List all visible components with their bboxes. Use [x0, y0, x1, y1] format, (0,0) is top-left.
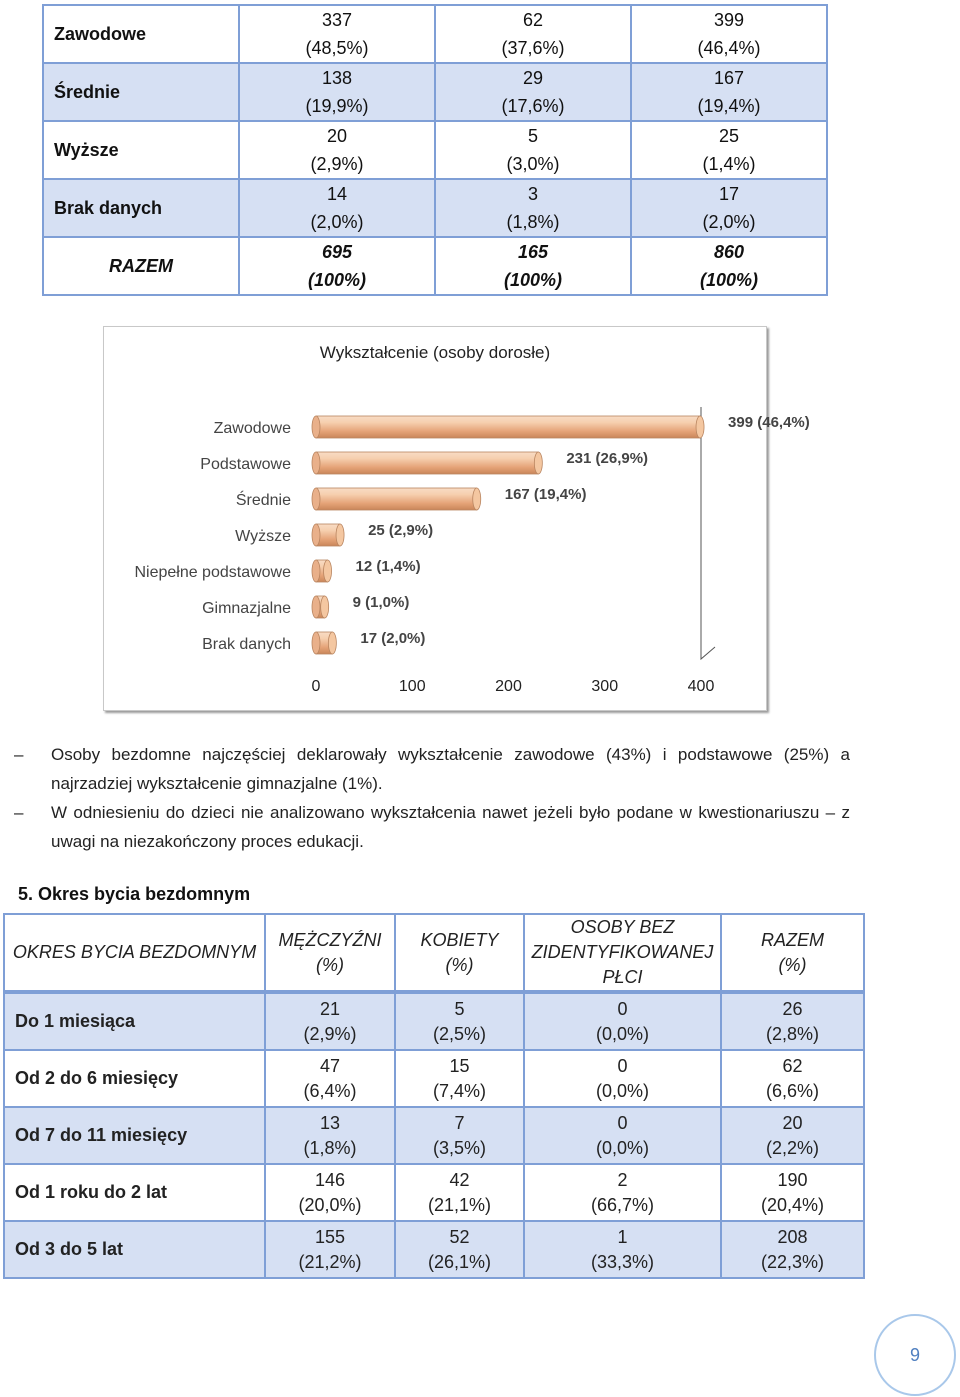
- bullet-marker: –: [14, 803, 24, 822]
- column-header: OSOBY BEZ ZIDENTYFIKOWANEJ PŁCI: [524, 914, 721, 992]
- table-cell: 14 (2,0%): [239, 179, 435, 237]
- x-tick-label: 100: [398, 678, 426, 695]
- table-cell: 3 (1,8%): [435, 179, 631, 237]
- list-item: – W odniesieniu do dzieci nie analizowano wykształcenia nawet jeżeli było podane w kwestionariuszu – z uwagi na niezakończony proces edukacji.: [14, 798, 850, 856]
- table-row: [43, 179, 827, 237]
- education-table: [42, 4, 828, 296]
- row-label: Od 3 do 5 lat: [4, 1221, 265, 1278]
- row-label: Średnie: [43, 63, 239, 121]
- row-label: Zawodowe: [43, 5, 239, 63]
- x-tick-label: 400: [687, 678, 715, 695]
- column-header: OKRES BYCIA BEZDOMNYM: [4, 914, 265, 992]
- row-label: Od 1 roku do 2 lat: [4, 1164, 265, 1221]
- row-label: Do 1 miesiąca: [4, 992, 265, 1050]
- bar: [316, 488, 477, 510]
- table-cell: 17 (2,0%): [631, 179, 827, 237]
- table-row: [4, 992, 864, 1050]
- table-cell: 42 (21,1%): [395, 1164, 524, 1221]
- table-row: [43, 5, 827, 63]
- education-chart: [103, 326, 810, 711]
- table-cell: 399 (46,4%): [631, 5, 827, 63]
- table-cell: 5 (3,0%): [435, 121, 631, 179]
- list-item: – Osoby bezdomne najczęściej deklarowały wykształcenie zawodowe (43%) i podstawowe (25%) a najrzadziej wykształcenie gimnazjalne (1%).: [14, 740, 850, 798]
- table-cell: 20 (2,2%): [721, 1107, 864, 1164]
- bar-base: [312, 524, 320, 546]
- table-row: [4, 1221, 864, 1278]
- table-cell: 190 (20,4%): [721, 1164, 864, 1221]
- table-cell: 25 (1,4%): [631, 121, 827, 179]
- table-cell: 13 (1,8%): [265, 1107, 395, 1164]
- table-cell: 860 (100%): [631, 237, 827, 295]
- table-cell: 20 (2,9%): [239, 121, 435, 179]
- column-header: MĘŻCZYŹNI (%): [265, 914, 395, 992]
- table-row: [43, 121, 827, 179]
- table-cell: 5 (2,5%): [395, 992, 524, 1050]
- bar-cap: [534, 452, 542, 474]
- table-cell: 146 (20,0%): [265, 1164, 395, 1221]
- table-cell: 62 (37,6%): [435, 5, 631, 63]
- row-label: Brak danych: [43, 179, 239, 237]
- table-cell: 26 (2,8%): [721, 992, 864, 1050]
- table-cell: 167 (19,4%): [631, 63, 827, 121]
- table-cell: 695 (100%): [239, 237, 435, 295]
- table-cell: 2 (66,7%): [524, 1164, 721, 1221]
- bar-base: [312, 416, 320, 438]
- row-label: Od 7 do 11 miesięcy: [4, 1107, 265, 1164]
- table-cell: 138 (19,9%): [239, 63, 435, 121]
- table-cell: 0 (0,0%): [524, 992, 721, 1050]
- header-row: [4, 914, 864, 992]
- table-cell: 29 (17,6%): [435, 63, 631, 121]
- bar-cap: [321, 596, 329, 618]
- category-label: Niepełne podstawowe: [134, 564, 291, 581]
- table-cell: 15 (7,4%): [395, 1050, 524, 1107]
- bar-base: [312, 488, 320, 510]
- table-cell: 21 (2,9%): [265, 992, 395, 1050]
- x-tick-label: 200: [495, 678, 522, 695]
- table-row: [43, 63, 827, 121]
- bullet-marker: –: [14, 745, 24, 764]
- category-label: Podstawowe: [200, 456, 291, 473]
- x-tick-label: 0: [311, 678, 321, 695]
- data-label: 167 (19,4%): [504, 486, 587, 503]
- bar: [316, 416, 700, 438]
- row-label: RAZEM: [43, 237, 239, 295]
- data-label: 231 (26,9%): [566, 450, 649, 467]
- table-cell: 7 (3,5%): [395, 1107, 524, 1164]
- category-label: Brak danych: [202, 636, 291, 653]
- table-cell: 62 (6,6%): [721, 1050, 864, 1107]
- table-cell: 155 (21,2%): [265, 1221, 395, 1278]
- table-cell: 165 (100%): [435, 237, 631, 295]
- table-cell: 208 (22,3%): [721, 1221, 864, 1278]
- data-label: 25 (2,9%): [368, 522, 434, 539]
- bar-base: [312, 596, 320, 618]
- bar-cap: [324, 560, 332, 582]
- bar-cap: [328, 632, 336, 654]
- table-cell: 1 (33,3%): [524, 1221, 721, 1278]
- table-row: [4, 1050, 864, 1107]
- chart-wall: [701, 407, 715, 659]
- data-label: 9 (1,0%): [352, 594, 410, 611]
- column-header: RAZEM (%): [721, 914, 864, 992]
- table-row: [4, 1164, 864, 1221]
- bar-base: [312, 632, 320, 654]
- total-row: [43, 237, 827, 295]
- x-tick-label: 300: [591, 678, 619, 695]
- bullet-list: [14, 740, 850, 856]
- column-header: KOBIETY (%): [395, 914, 524, 992]
- data-label: 17 (2,0%): [360, 630, 426, 647]
- chart-title: Wykształcenie (osoby dorosłe): [319, 343, 551, 362]
- bar-cap: [696, 416, 704, 438]
- data-label: 399 (46,4%): [728, 414, 810, 431]
- page-number: 9: [874, 1314, 956, 1396]
- bar-cap: [336, 524, 344, 546]
- homelessness-duration-table: [3, 913, 865, 1279]
- row-label: Wyższe: [43, 121, 239, 179]
- table-cell: 0 (0,0%): [524, 1050, 721, 1107]
- category-label: Gimnazjalne: [202, 600, 291, 617]
- data-label: 12 (1,4%): [355, 558, 421, 575]
- bar: [316, 452, 538, 474]
- category-label: Zawodowe: [213, 420, 291, 437]
- table-cell: 47 (6,4%): [265, 1050, 395, 1107]
- chart-plot: [104, 327, 810, 710]
- bar-cap: [473, 488, 481, 510]
- row-label: Od 2 do 6 miesięcy: [4, 1050, 265, 1107]
- table-cell: 0 (0,0%): [524, 1107, 721, 1164]
- table-cell: 52 (26,1%): [395, 1221, 524, 1278]
- table-cell: 337 (48,5%): [239, 5, 435, 63]
- bar-base: [312, 560, 320, 582]
- category-label: Średnie: [235, 492, 291, 509]
- bar-base: [312, 452, 320, 474]
- category-label: Wyższe: [235, 528, 291, 545]
- section-title: 5. Okres bycia bezdomnym: [18, 884, 251, 904]
- table-row: [4, 1107, 864, 1164]
